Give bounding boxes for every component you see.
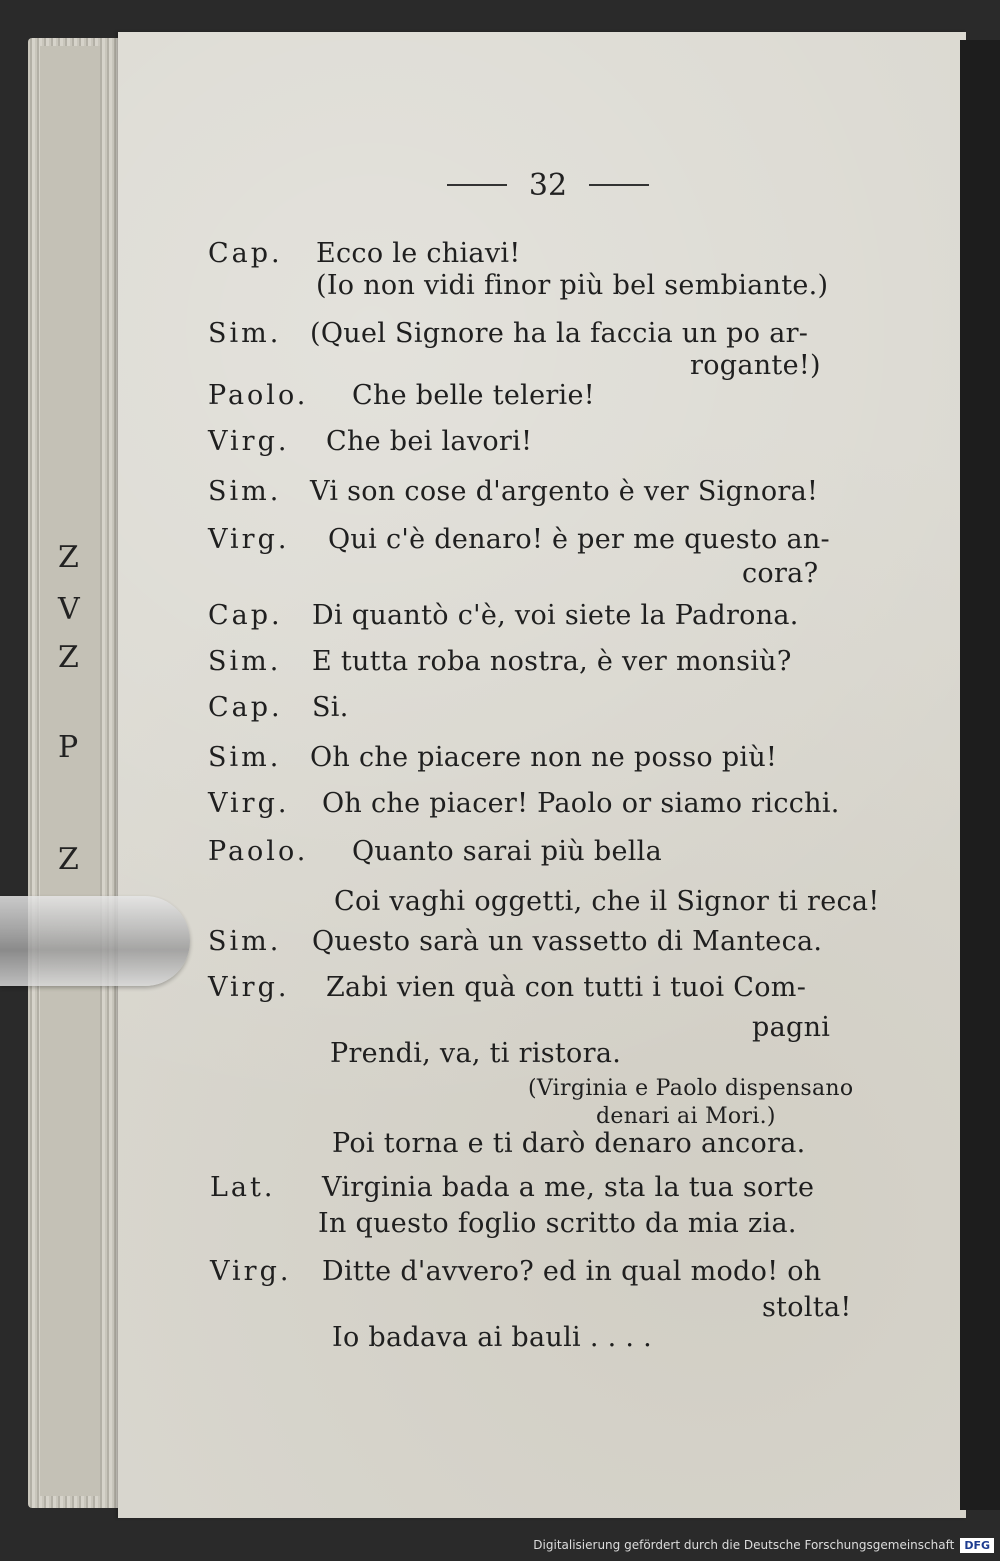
page-number: 32 (528, 167, 568, 203)
script-line: Questo sarà un vassetto di Manteca. (312, 926, 823, 957)
speaker-label: Virg. (208, 972, 290, 1003)
strip-char: Z (58, 540, 79, 575)
script-line: E tutta roba nostra, è ver monsiù? (312, 646, 792, 677)
speaker-label: Sim. (208, 742, 282, 773)
script-line: Ditte d'avvero? ed in qual modo! oh (322, 1256, 822, 1287)
page-right-edge (960, 40, 1000, 1510)
stage-direction: (Virginia e Paolo dispensano (528, 1076, 854, 1101)
footer (533, 1533, 994, 1557)
script-line: Oh che piacer! Paolo or siamo ricchi. (322, 788, 840, 819)
page-header (428, 165, 668, 205)
speaker-label: Virg. (208, 788, 290, 819)
stage-direction: denari ai Mori.) (596, 1104, 776, 1129)
script-line: Ecco le chiavi! (316, 238, 521, 269)
speaker-label: Paolo. (208, 380, 309, 411)
speaker-label: Sim. (208, 476, 282, 507)
script-line: Virginia bada a me, sta la tua sorte (322, 1172, 815, 1203)
speaker-label: Sim. (208, 318, 282, 349)
script-line: Qui c'è denaro! è per me questo an- (328, 524, 830, 555)
script-line: Coi vaghi oggetti, che il Signor ti reca! (334, 886, 880, 917)
script-line: In questo foglio scritto da mia zia. (318, 1208, 797, 1239)
speaker-label: Cap. (208, 238, 283, 269)
speaker-label: Virg. (208, 524, 290, 555)
strip-char: V (58, 592, 80, 627)
script-line: Oh che piacere non ne posso più! (310, 742, 778, 773)
header-rule-right (589, 184, 649, 186)
footer-credit: Digitalisierung gefördert durch die Deutsche Forschungsgemeinschaft (533, 1538, 955, 1552)
speaker-label: Cap. (208, 600, 283, 631)
speaker-label: Paolo. (208, 836, 309, 867)
previous-page-strip (40, 46, 100, 1496)
script-line: (Quel Signore ha la faccia un po ar- (310, 318, 809, 349)
page-holder-clip (0, 896, 190, 986)
strip-char: Z (58, 640, 79, 675)
script-line: Quanto sarai più bella (352, 836, 662, 867)
script-line: Zabi vien quà con tutti i tuoi Com- (326, 972, 807, 1003)
speaker-label: Sim. (208, 926, 282, 957)
header-rule-left (447, 184, 507, 186)
script-line: (Io non vidi finor più bel sembiante.) (316, 270, 829, 301)
speaker-label: Cap. (208, 692, 283, 723)
strip-char: Z (58, 842, 79, 877)
script-line: Si. (312, 692, 349, 723)
script-line: Che bei lavori! (326, 426, 533, 457)
script-line: Io badava ai bauli . . . . (332, 1322, 653, 1353)
script-line: Che belle telerie! (352, 380, 595, 411)
speaker-label: Virg. (210, 1256, 292, 1287)
script-line: rogante!) (690, 350, 821, 381)
script-line: Prendi, va, ti ristora. (330, 1038, 622, 1069)
script-line: Poi torna e ti darò denaro ancora. (332, 1128, 806, 1159)
speaker-label: Sim. (208, 646, 282, 677)
dfg-logo: DFG (960, 1538, 994, 1553)
strip-char: P (58, 730, 79, 765)
script-line: pagni (752, 1012, 831, 1043)
script-line: Vi son cose d'argento è ver Signora! (310, 476, 819, 507)
script-line: stolta! (762, 1292, 852, 1323)
script-line: Di quantò c'è, voi siete la Padrona. (312, 600, 799, 631)
speaker-label: Lat. (210, 1172, 276, 1203)
script-line: cora? (742, 558, 819, 589)
speaker-label: Virg. (208, 426, 290, 457)
